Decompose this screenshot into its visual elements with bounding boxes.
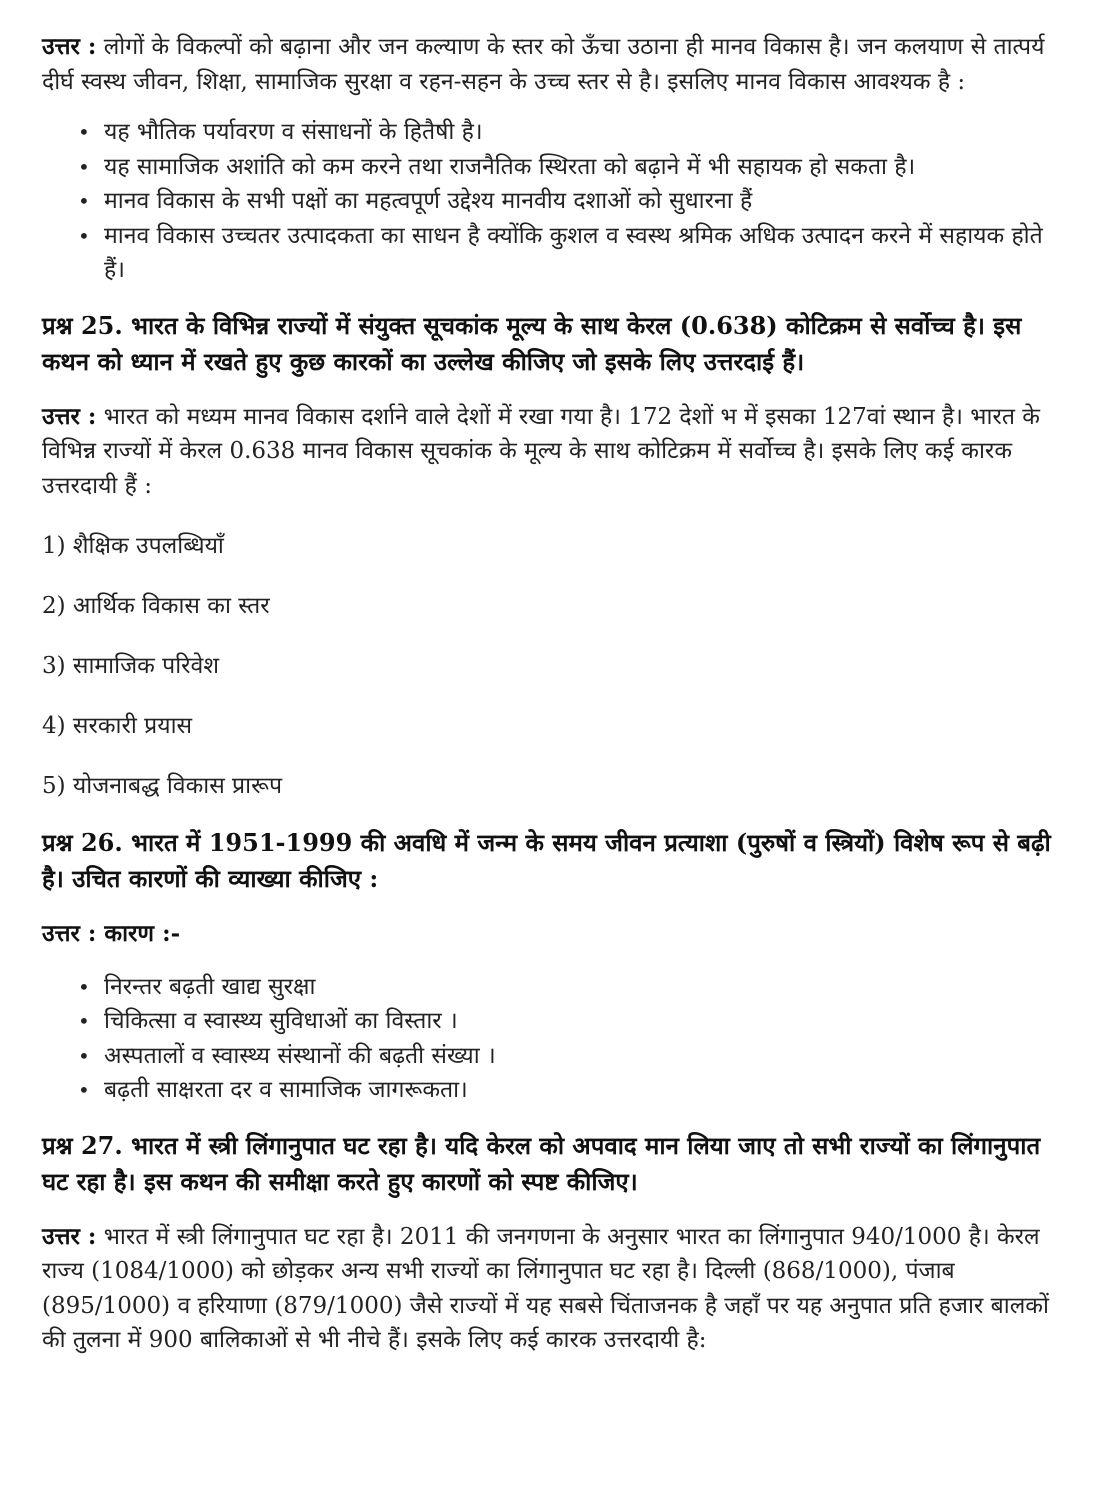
- list-item: • चिकित्सा व स्वास्थ्य सुविधाओं का विस्तार ।: [104, 1004, 1068, 1039]
- answer-paragraph-27: [42, 1220, 1068, 1358]
- factor-item-3: 3) सामाजिक परिवेश: [42, 653, 219, 679]
- list-item: • निरन्तर बढ़ती खाद्य सुरक्षा: [104, 970, 1068, 1005]
- list-item: • अस्पतालों व स्वास्थ्य संस्थानों की बढ़ती संख्या ।: [104, 1039, 1068, 1074]
- factor-item-4: 4) सरकारी प्रयास: [42, 713, 193, 739]
- answer-label: उत्तर :: [42, 1222, 97, 1250]
- answer-label: उत्तर :: [42, 402, 97, 430]
- factor-item-1: 1) शैक्षिक उपलब्धियाँ: [42, 533, 224, 559]
- answer-heading-26: उत्तर : कारण :-: [42, 920, 181, 947]
- list-item: • यह भौतिक पर्यावरण व संसाधनों के हितैषी है।: [104, 115, 1068, 150]
- question-26: प्रश्न 26. भारत में 1951-1999 की अवधि में जन्म के समय जीवन प्रत्याशा (पुरुषों व स्त्रियों) विशेष रूप से बढ़ी है। उचित कारणों की व्याख्या कीजिए :: [42, 828, 1051, 893]
- list-item: • बढ़ती साक्षरता दर व सामाजिक जागरूकता।: [104, 1073, 1068, 1108]
- question-25: प्रश्न 25. भारत के विभिन्न राज्यों में संयुक्त सूचकांक मूल्य के साथ केरल (0.638) कोटिक्रम से सर्वोच्च है। इस कथन को ध्यान में रखते हुए कुछ कारकों का उल्लेख कीजिए जो इसके लिए उत्तरदाई हैं।: [42, 310, 1022, 376]
- question-27: प्रश्न 27. भारत में स्त्री लिंगानुपात घट रहा है। यदि केरल को अपवाद मान लिया जाए तो सभी राज्यों का लिंगानुपात घट रहा है। इस कथन की समीक्षा करते हुए कारणों को स्पष्ट कीजिए।: [42, 1130, 1041, 1196]
- answer-label: उत्तर :: [42, 33, 97, 60]
- answer-paragraph-1: [42, 30, 1068, 99]
- factor-item-5: 5) योजनाबद्ध विकास प्रारूप: [42, 773, 283, 799]
- answer-paragraph-25: [42, 400, 1068, 504]
- answer-text: भारत में स्त्री लिंगानुपात घट रहा है। 2011 की जनगणना के अनुसार भारत का लिंगानुपात 940/1000 है। केरल राज्य (1084/1000) को छोड़कर अन्य सभी राज्यों का लिंगानुपात घट रहा है। दिल्ली (868/1000), पंजाब (895/1000) व हरियाणा (879/1000) जैसे राज्यों में यह सबसे चिंताजनक है जहाँ पर यह अनुपात प्रति हजार बालकों की तुलना में 900 बालिकाओं से भी नीचे हैं। इसके लिए कई कारक उत्तरदायी है:: [42, 1223, 1049, 1353]
- answer-text: भारत को मध्यम मानव विकास दर्शाने वाले देशों में रखा गया है। 172 देशों भ में इसका 127वां स्थान है। भारत के विभिन्न राज्यों में केरल 0.638 मानव विकास सूचकांक के मूल्य के साथ कोटिक्रम में सर्वोच्च है। इसके लिए कई कारक उत्तरदायी हैं :: [42, 403, 1040, 499]
- bullet-list-26: [42, 970, 1068, 1108]
- list-item: • यह सामाजिक अशांति को कम करने तथा राजनैतिक स्थिरता को बढ़ाने में भी सहायक हो सकता है।: [104, 150, 1068, 185]
- bullet-list-1: [42, 115, 1068, 288]
- factor-item-2: 2) आर्थिक विकास का स्तर: [42, 593, 270, 619]
- list-item: • मानव विकास के सभी पक्षों का महत्वपूर्ण उद्देश्य मानवीय दशाओं को सुधारना हैं: [104, 184, 1068, 219]
- answer-text: लोगों के विकल्पों को बढ़ाना और जन कल्याण के स्तर को ऊँचा उठाना ही मानव विकास है। जन कलयाण से तात्पर्य दीर्घ स्वस्थ जीवन, शिक्षा, सामाजिक सुरक्षा व रहन-सहन के उच्च स्तर से है। इसलिए मानव विकास आवश्यक है :: [42, 34, 1045, 95]
- list-item: • मानव विकास उच्चतर उत्पादकता का साधन है क्योंकि कुशल व स्वस्थ श्रमिक अधिक उत्पादन करने में सहायक होते हैं।: [104, 219, 1068, 288]
